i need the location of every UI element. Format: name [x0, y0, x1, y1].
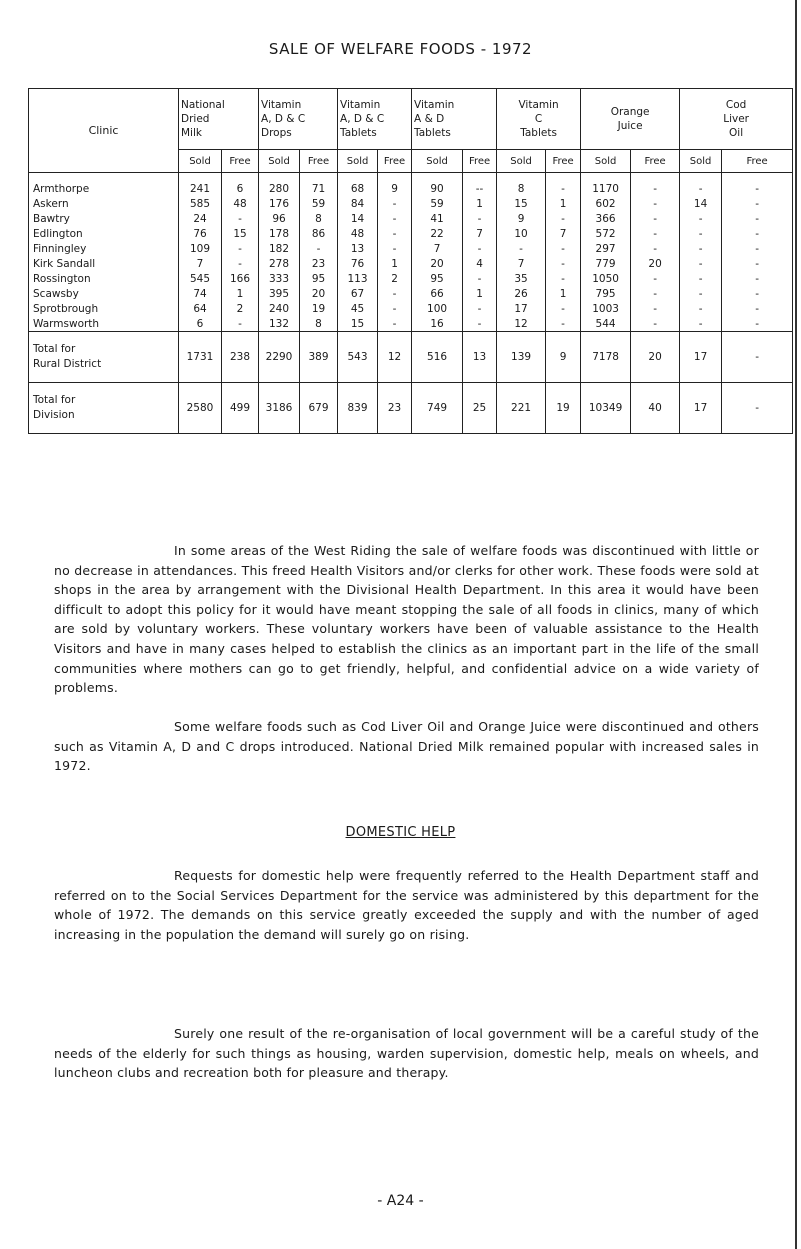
column-group-header-line: Vitamin: [518, 99, 559, 111]
table-value-cell: 240: [259, 301, 300, 316]
total-name-cell: [29, 332, 179, 383]
column-group-header-line: A & D: [414, 113, 445, 125]
table-value-cell: -: [631, 241, 680, 256]
table-value-cell: -: [680, 256, 722, 271]
total-value-cell: 7178: [581, 332, 631, 383]
table-value-cell: 20: [300, 286, 338, 301]
total-value-cell: 389: [300, 332, 338, 383]
table-value-cell: -: [680, 286, 722, 301]
table-value-cell: -: [680, 316, 722, 332]
table-value-cell: -: [378, 316, 412, 332]
table-value-cell: 16: [412, 316, 463, 332]
table-value-cell: 2: [222, 301, 259, 316]
total-value-cell: 543: [338, 332, 378, 383]
table-value-cell: -: [463, 211, 497, 226]
table-value-cell: 10: [497, 226, 546, 241]
table-value-cell: 14: [680, 196, 722, 211]
table-value-cell: 23: [300, 256, 338, 271]
table-value-cell: 9: [378, 181, 412, 196]
table-value-cell: 297: [581, 241, 631, 256]
sold-column-header: Sold: [581, 150, 631, 173]
total-value-cell: 9: [546, 332, 581, 383]
table-value-cell: 544: [581, 316, 631, 332]
table-value-cell: --: [463, 181, 497, 196]
table-value-cell: 1050: [581, 271, 631, 286]
spacer-cell: [463, 173, 497, 182]
table-row: [29, 286, 793, 301]
clinic-column-header: Clinic: [29, 89, 179, 173]
table-value-cell: 7: [463, 226, 497, 241]
table-value-cell: -: [222, 241, 259, 256]
paragraph-domestic-help-requests: Requests for domestic help were frequently referred to the Health Department staff and referred on to the Social Services Department for the service was administered by this department for the whole of 1972. The demands on this service greatly exceeded the supply and with the number of aged increasing in the population the demand will surely go on rising.: [54, 868, 759, 942]
total-value-cell: 2290: [259, 332, 300, 383]
table-value-cell: 95: [300, 271, 338, 286]
total-value-cell: 23: [378, 383, 412, 434]
table-value-cell: 64: [179, 301, 222, 316]
spacer-cell: [631, 173, 680, 182]
clinic-name-cell: Bawtry: [29, 211, 179, 226]
table-value-cell: 366: [581, 211, 631, 226]
table-value-cell: 96: [259, 211, 300, 226]
table-value-cell: 66: [412, 286, 463, 301]
table-value-cell: 7: [497, 256, 546, 271]
total-value-cell: 221: [497, 383, 546, 434]
table-row: [29, 271, 793, 286]
column-group-header-line: Drops: [261, 127, 292, 139]
table-value-cell: -: [631, 211, 680, 226]
column-group-header: [497, 89, 581, 150]
column-group-header-line: Cod: [725, 99, 747, 111]
table-value-cell: 13: [338, 241, 378, 256]
table-value-cell: -: [680, 181, 722, 196]
column-group-header-line: A, D & C: [261, 113, 306, 125]
table-value-cell: 41: [412, 211, 463, 226]
column-group-header-line: Tablets: [340, 127, 377, 139]
column-group-header-line: Tablets: [414, 127, 451, 139]
table-value-cell: -: [222, 256, 259, 271]
clinic-name-cell: Finningley: [29, 241, 179, 256]
total-value-cell: 40: [631, 383, 680, 434]
clinic-name-cell: Sprotbrough: [29, 301, 179, 316]
table-value-cell: 9: [497, 211, 546, 226]
sold-column-header: Sold: [680, 150, 722, 173]
column-group-header: [581, 89, 680, 150]
clinic-name-cell: Rossington: [29, 271, 179, 286]
table-value-cell: 24: [179, 211, 222, 226]
table-value-cell: 7: [412, 241, 463, 256]
column-group-header: [179, 89, 259, 150]
table-value-cell: -: [722, 226, 793, 241]
clinic-name-cell: Kirk Sandall: [29, 256, 179, 271]
paragraph-welfare-foods-changes: Some welfare foods such as Cod Liver Oil and Orange Juice were discontinued and others such as Vitamin A, D and C drops introduced. National Dried Milk remained popular with increased sales in 1972.: [54, 719, 759, 774]
table-value-cell: 35: [497, 271, 546, 286]
total-value-cell: -: [722, 332, 793, 383]
total-value-cell: 20: [631, 332, 680, 383]
spacer-cell: [338, 173, 378, 182]
table-value-cell: -: [463, 301, 497, 316]
table-row: [29, 211, 793, 226]
spacer-cell: [581, 173, 631, 182]
table-row: [29, 226, 793, 241]
table-value-cell: -: [463, 241, 497, 256]
total-value-cell: 13: [463, 332, 497, 383]
column-group-header-line: National: [181, 99, 225, 111]
table-value-cell: -: [680, 226, 722, 241]
free-column-header: Free: [546, 150, 581, 173]
table-value-cell: -: [680, 271, 722, 286]
table-value-cell: 48: [222, 196, 259, 211]
total-value-cell: 2580: [179, 383, 222, 434]
table-value-cell: 178: [259, 226, 300, 241]
table-value-cell: 109: [179, 241, 222, 256]
clinic-name-cell: Askern: [29, 196, 179, 211]
sold-column-header: Sold: [412, 150, 463, 173]
spacer-cell: [546, 173, 581, 182]
table-value-cell: -: [680, 301, 722, 316]
column-group-header: [412, 89, 497, 150]
table-value-cell: 71: [300, 181, 338, 196]
table-total-row: [29, 332, 793, 383]
total-value-cell: 238: [222, 332, 259, 383]
table-value-cell: -: [631, 316, 680, 332]
free-column-header: Free: [378, 150, 412, 173]
total-value-cell: 10349: [581, 383, 631, 434]
table-value-cell: 7: [546, 226, 581, 241]
table-value-cell: 166: [222, 271, 259, 286]
table-value-cell: 176: [259, 196, 300, 211]
total-value-cell: 19: [546, 383, 581, 434]
column-group-header-line: Milk: [181, 127, 202, 139]
table-value-cell: -: [300, 241, 338, 256]
table-value-cell: -: [546, 241, 581, 256]
free-column-header: Free: [222, 150, 259, 173]
table-value-cell: -: [722, 271, 793, 286]
table-value-cell: 8: [300, 316, 338, 332]
spacer-cell: [680, 173, 722, 182]
spacer-cell: [497, 173, 546, 182]
table-value-cell: 15: [338, 316, 378, 332]
domestic-help-heading: DOMESTIC HELP: [345, 825, 456, 840]
free-column-header: Free: [631, 150, 680, 173]
column-group-header-line: C: [534, 113, 543, 125]
table-value-cell: -: [546, 256, 581, 271]
table-value-cell: 74: [179, 286, 222, 301]
table-row: [29, 181, 793, 196]
table-value-cell: 26: [497, 286, 546, 301]
table-value-cell: 1: [222, 286, 259, 301]
table-value-cell: -: [680, 211, 722, 226]
column-group-header-line: Dried: [181, 113, 210, 125]
free-column-header: Free: [722, 150, 793, 173]
table-value-cell: 67: [338, 286, 378, 301]
table-value-cell: 20: [631, 256, 680, 271]
table-value-cell: 59: [412, 196, 463, 211]
total-value-cell: 499: [222, 383, 259, 434]
table-group-header-row: [29, 89, 793, 150]
column-group-header-line: Vitamin: [261, 99, 302, 111]
table-value-cell: 779: [581, 256, 631, 271]
total-value-cell: 1731: [179, 332, 222, 383]
table-value-cell: -: [722, 181, 793, 196]
table-value-cell: 59: [300, 196, 338, 211]
table-value-cell: 278: [259, 256, 300, 271]
spacer-cell: [412, 173, 463, 182]
table-value-cell: -: [722, 301, 793, 316]
table-value-cell: 602: [581, 196, 631, 211]
table-value-cell: 6: [179, 316, 222, 332]
table-row: [29, 316, 793, 332]
table-value-cell: -: [378, 241, 412, 256]
clinic-name-cell: Scawsby: [29, 286, 179, 301]
table-value-cell: 182: [259, 241, 300, 256]
table-value-cell: -: [497, 241, 546, 256]
table-value-cell: 7: [179, 256, 222, 271]
total-name-cell: [29, 383, 179, 434]
table-value-cell: 8: [300, 211, 338, 226]
table-value-cell: -: [222, 316, 259, 332]
table-value-cell: 68: [338, 181, 378, 196]
total-name-line: Total for: [33, 343, 76, 355]
table-value-cell: 76: [338, 256, 378, 271]
table-value-cell: 90: [412, 181, 463, 196]
paragraph-welfare-foods-discontinued: In some areas of the West Riding the sale of welfare foods was discontinued with little or no decrease in attendances. This freed Health Visitors and/or clerks for other work. These foods were sold at shops in the area by arrangement with the Divisional Health Department. In this area it would have been difficult to adopt this policy for it would have meant stopping the sale of all foods in clinics, many of which are sold by voluntary workers. These voluntary workers have been of valuable assistance to the Health Visitors and have in many cases helped to establish the clinics as an important part in the life of the small communities where mothers can go to get friendly, helpful, and confidential advice on a wide variety of problems.: [54, 543, 759, 696]
table-value-cell: -: [722, 286, 793, 301]
column-group-header: [680, 89, 793, 150]
column-group-header-line: Tablets: [520, 127, 557, 139]
total-value-cell: 679: [300, 383, 338, 434]
clinic-name-cell: Warmsworth: [29, 316, 179, 332]
table-value-cell: -: [631, 226, 680, 241]
table-value-cell: 15: [497, 196, 546, 211]
total-name-line: Rural District: [33, 358, 102, 370]
column-group-header-line: Vitamin: [414, 99, 455, 111]
table-value-cell: 45: [338, 301, 378, 316]
table-value-cell: -: [680, 241, 722, 256]
total-value-cell: 839: [338, 383, 378, 434]
table-value-cell: 84: [338, 196, 378, 211]
table-value-cell: -: [631, 271, 680, 286]
column-group-header-line: Liver: [723, 113, 749, 125]
free-column-header: Free: [463, 150, 497, 173]
table-value-cell: -: [546, 181, 581, 196]
table-value-cell: -: [631, 301, 680, 316]
table-value-cell: 1: [378, 256, 412, 271]
table-value-cell: 20: [412, 256, 463, 271]
sold-column-header: Sold: [179, 150, 222, 173]
table-value-cell: 17: [497, 301, 546, 316]
table-value-cell: -: [378, 211, 412, 226]
column-group-header-line: Orange: [610, 106, 650, 118]
total-value-cell: 17: [680, 332, 722, 383]
table-row: [29, 196, 793, 211]
table-value-cell: 545: [179, 271, 222, 286]
column-group-header-line: Vitamin: [340, 99, 381, 111]
sold-column-header: Sold: [497, 150, 546, 173]
table-total-row: [29, 383, 793, 434]
table-value-cell: 22: [412, 226, 463, 241]
total-value-cell: 25: [463, 383, 497, 434]
table-value-cell: 12: [497, 316, 546, 332]
total-value-cell: -: [722, 383, 793, 434]
column-group-header: [338, 89, 412, 150]
page-edge-line: [795, 0, 797, 1249]
table-value-cell: -: [378, 286, 412, 301]
total-value-cell: 17: [680, 383, 722, 434]
table-value-cell: 241: [179, 181, 222, 196]
table-value-cell: 2: [378, 271, 412, 286]
table-body: [29, 173, 793, 434]
table-value-cell: 4: [463, 256, 497, 271]
clinic-name-cell: Armthorpe: [29, 181, 179, 196]
table-value-cell: 1: [546, 286, 581, 301]
table-value-cell: 1170: [581, 181, 631, 196]
table-value-cell: 15: [222, 226, 259, 241]
spacer-cell: [29, 173, 179, 182]
total-name-line: Total for: [33, 394, 76, 406]
table-value-cell: -: [722, 256, 793, 271]
table-value-cell: -: [546, 271, 581, 286]
table-value-cell: -: [631, 181, 680, 196]
table-value-cell: -: [722, 196, 793, 211]
table-value-cell: 19: [300, 301, 338, 316]
table-value-cell: 1: [546, 196, 581, 211]
table-value-cell: 113: [338, 271, 378, 286]
page-number: - A24 -: [377, 1193, 424, 1209]
sold-column-header: Sold: [259, 150, 300, 173]
welfare-foods-table: [28, 88, 793, 434]
table-value-cell: 86: [300, 226, 338, 241]
spacer-cell: [378, 173, 412, 182]
column-group-header: [259, 89, 338, 150]
paragraph-reorganisation: Surely one result of the re-organisation of local government will be a careful study of the needs of the elderly for such things as housing, warden supervision, domestic help, meals on wheels, and luncheon clubs and recreation both for pleasure and therapy.: [54, 1026, 759, 1081]
table-value-cell: -: [222, 211, 259, 226]
table-value-cell: -: [631, 196, 680, 211]
spacer-cell: [300, 173, 338, 182]
table-value-cell: 95: [412, 271, 463, 286]
table-value-cell: -: [722, 316, 793, 332]
table-value-cell: 572: [581, 226, 631, 241]
spacer-cell: [722, 173, 793, 182]
column-group-header-line: A, D & C: [340, 113, 385, 125]
spacer-cell: [179, 173, 222, 182]
free-column-header: Free: [300, 150, 338, 173]
table-value-cell: -: [378, 301, 412, 316]
table-row: [29, 256, 793, 271]
table-value-cell: -: [463, 271, 497, 286]
table-value-cell: 14: [338, 211, 378, 226]
table-value-cell: -: [463, 316, 497, 332]
column-group-header-line: Juice: [617, 120, 643, 132]
sold-column-header: Sold: [338, 150, 378, 173]
table-value-cell: 100: [412, 301, 463, 316]
table-value-cell: 6: [222, 181, 259, 196]
table-value-cell: 795: [581, 286, 631, 301]
table-value-cell: 132: [259, 316, 300, 332]
table-value-cell: 76: [179, 226, 222, 241]
table-value-cell: 48: [338, 226, 378, 241]
table-value-cell: 1: [463, 286, 497, 301]
table-value-cell: -: [378, 226, 412, 241]
table-value-cell: 280: [259, 181, 300, 196]
spacer-cell: [222, 173, 259, 182]
table-value-cell: 8: [497, 181, 546, 196]
table-value-cell: -: [546, 211, 581, 226]
page-title: SALE OF WELFARE FOODS - 1972: [268, 40, 533, 58]
table-value-cell: 1003: [581, 301, 631, 316]
table-value-cell: 1: [463, 196, 497, 211]
total-value-cell: 139: [497, 332, 546, 383]
total-value-cell: 12: [378, 332, 412, 383]
table-value-cell: 333: [259, 271, 300, 286]
table-row: [29, 301, 793, 316]
spacer-cell: [259, 173, 300, 182]
total-value-cell: 749: [412, 383, 463, 434]
total-name-line: Division: [33, 409, 75, 421]
table-value-cell: -: [378, 196, 412, 211]
table-value-cell: -: [631, 286, 680, 301]
total-value-cell: 516: [412, 332, 463, 383]
table-value-cell: -: [546, 301, 581, 316]
table-value-cell: -: [722, 211, 793, 226]
clinic-name-cell: Edlington: [29, 226, 179, 241]
table-value-cell: 585: [179, 196, 222, 211]
total-value-cell: 3186: [259, 383, 300, 434]
table-value-cell: -: [546, 316, 581, 332]
table-spacer-row: [29, 173, 793, 182]
table-value-cell: 395: [259, 286, 300, 301]
table-row: [29, 241, 793, 256]
table-value-cell: -: [722, 241, 793, 256]
column-group-header-line: Oil: [729, 127, 744, 139]
